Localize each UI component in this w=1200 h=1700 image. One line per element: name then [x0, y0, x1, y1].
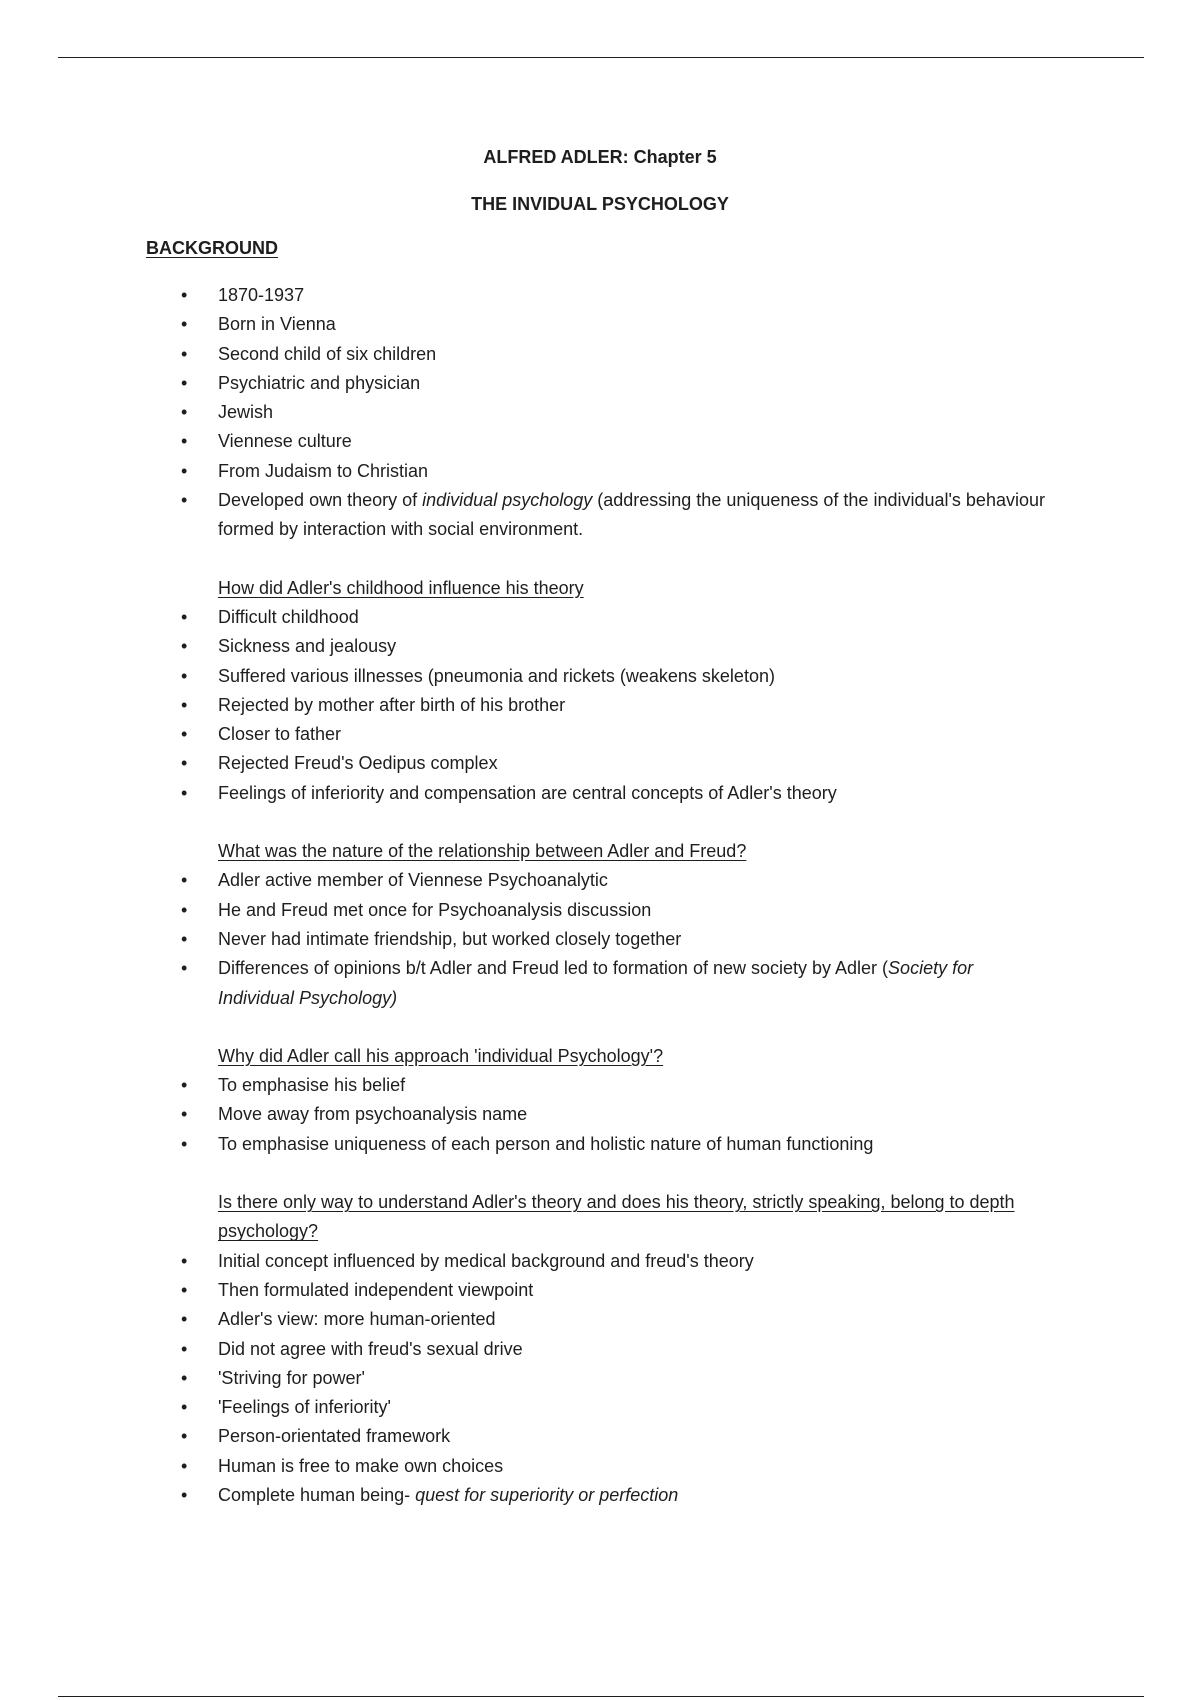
- bullet-icon: •: [181, 724, 188, 745]
- bullet-icon: •: [181, 665, 188, 686]
- list-item: • Rejected by mother after birth of his brother: [0, 691, 1200, 720]
- bullet-icon: •: [181, 870, 188, 891]
- list-item: • Difficult childhood: [0, 603, 1200, 632]
- list-item: • Person-orientated framework: [0, 1422, 1200, 1451]
- background-heading: BACKGROUND: [146, 238, 278, 258]
- list-item: • 'Striving for power': [0, 1364, 1200, 1393]
- bullet-icon: •: [181, 1104, 188, 1125]
- list-item: • Developed own theory of individual psychology (addressing the uniqueness of the individual's behaviour formed by interaction with social environment.: [0, 486, 1200, 545]
- bullet-icon: •: [181, 1279, 188, 1300]
- document-subtitle: THE INVIDUAL PSYCHOLOGY: [471, 194, 729, 214]
- list-item: • Born in Vienna: [0, 310, 1200, 339]
- list-item: • To emphasise uniqueness of each person and holistic nature of human functioning: [0, 1130, 1200, 1159]
- list-item: • Closer to father: [0, 720, 1200, 749]
- childhood-section: [0, 574, 1200, 808]
- list-item: • Rejected Freud's Oedipus complex: [0, 749, 1200, 778]
- bullet-icon: •: [181, 1338, 188, 1359]
- list-item: • Adler's view: more human-oriented: [0, 1305, 1200, 1334]
- list-item: • To emphasise his belief: [0, 1071, 1200, 1100]
- list-item: • Differences of opinions b/t Adler and Freud led to formation of new society by Adler (Society for Individual Psychology): [0, 954, 1200, 1013]
- section-heading: Why did Adler call his approach 'individual Psychology'?: [218, 1045, 664, 1066]
- bullet-icon: •: [181, 314, 188, 335]
- bullet-icon: •: [181, 1426, 188, 1447]
- bullet-icon: •: [181, 1455, 188, 1476]
- bullet-icon: •: [181, 285, 188, 305]
- bullet-icon: •: [181, 1075, 188, 1096]
- list-item: • Human is free to make own choices: [0, 1452, 1200, 1481]
- bullet-icon: •: [181, 694, 188, 715]
- list-item: • Second child of six children: [0, 340, 1200, 369]
- list-item: • From Judaism to Christian: [0, 457, 1200, 486]
- bullet-icon: •: [181, 431, 188, 452]
- bottom-rule: [58, 1696, 1144, 1697]
- top-rule: [58, 57, 1144, 58]
- bullet-icon: •: [181, 402, 188, 423]
- list-item: • He and Freud met once for Psychoanalysis discussion: [0, 896, 1200, 925]
- list-item: • Move away from psychoanalysis name: [0, 1100, 1200, 1129]
- bullet-icon: •: [181, 1309, 188, 1330]
- list-item: • Feelings of inferiority and compensation are central concepts of Adler's theory: [0, 779, 1200, 808]
- depth-psychology-section: [0, 1188, 1200, 1510]
- bullet-icon: •: [181, 782, 188, 803]
- list-item: • Sickness and jealousy: [0, 632, 1200, 661]
- bullet-icon: •: [181, 958, 188, 979]
- list-item: • Then formulated independent viewpoint: [0, 1276, 1200, 1305]
- section-heading: How did Adler's childhood influence his theory: [218, 577, 584, 598]
- list-item: • Jewish: [0, 398, 1200, 427]
- bullet-icon: •: [181, 1367, 188, 1388]
- list-item: • 1870-1937: [0, 281, 1200, 310]
- list-item: • Did not agree with freud's sexual drive: [0, 1335, 1200, 1364]
- list-item: • Viennese culture: [0, 427, 1200, 456]
- bullet-icon: •: [181, 899, 188, 920]
- document-body: [0, 281, 1200, 1510]
- bullet-icon: •: [181, 490, 188, 511]
- bullet-icon: •: [181, 343, 188, 364]
- bullet-icon: •: [181, 606, 188, 627]
- background-list: [0, 281, 1200, 545]
- section-heading: What was the nature of the relationship between Adler and Freud?: [218, 841, 747, 862]
- bullet-icon: •: [181, 928, 188, 949]
- bullet-icon: •: [181, 1250, 188, 1271]
- list-item: • Adler active member of Viennese Psychoanalytic: [0, 866, 1200, 895]
- relationship-section: [0, 837, 1200, 1013]
- list-item: • Psychiatric and physician: [0, 369, 1200, 398]
- list-item: • Initial concept influenced by medical background and freud's theory: [0, 1247, 1200, 1276]
- naming-section: [0, 1042, 1200, 1159]
- bullet-icon: •: [181, 372, 188, 393]
- list-item: • Suffered various illnesses (pneumonia and rickets (weakens skeleton): [0, 662, 1200, 691]
- section-heading: Is there only way to understand Adler's theory and does his theory, strictly speaking, belong to depth psychology?: [218, 1192, 1015, 1242]
- bullet-icon: •: [181, 636, 188, 657]
- document-title: ALFRED ADLER: Chapter 5: [483, 147, 717, 167]
- list-item: • Never had intimate friendship, but worked closely together: [0, 925, 1200, 954]
- bullet-icon: •: [181, 1484, 188, 1505]
- list-item: • Complete human being- quest for superiority or perfection: [0, 1481, 1200, 1510]
- bullet-icon: •: [181, 460, 188, 481]
- bullet-icon: •: [181, 1133, 188, 1154]
- list-item: • 'Feelings of inferiority': [0, 1393, 1200, 1422]
- bullet-icon: •: [181, 1397, 188, 1418]
- bullet-icon: •: [181, 753, 188, 774]
